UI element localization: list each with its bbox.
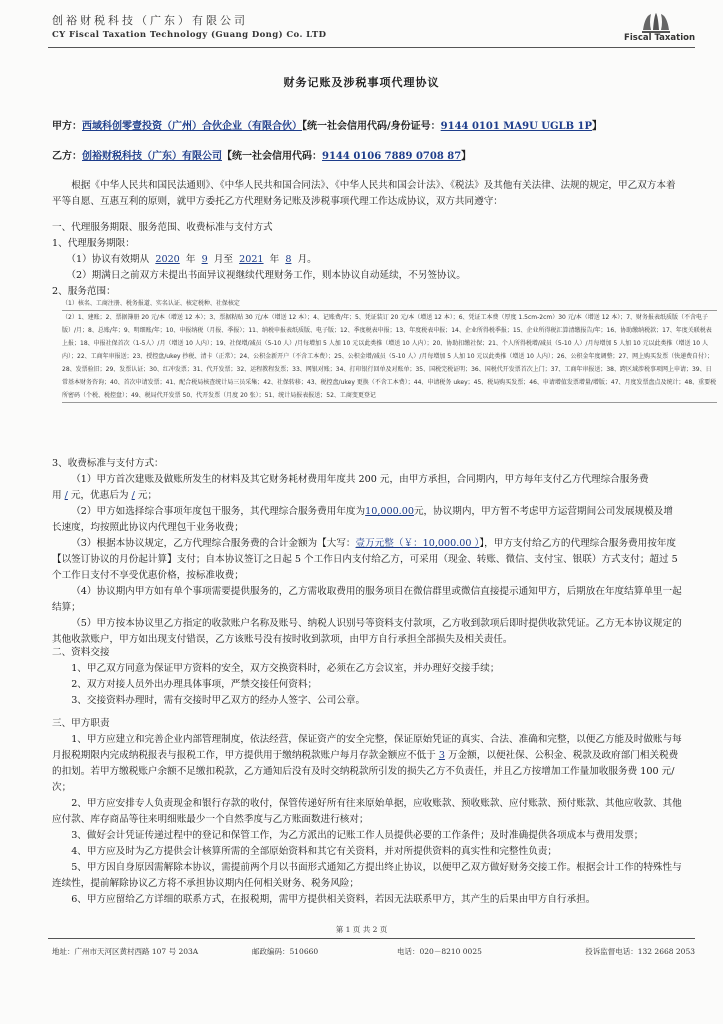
fee3-text-b: 】，甲方支付给乙方的代理综合服务费用按年度【以签订协议的月份起计算】支付；自本协议签订之日起 5 个工作日内支付给乙方，可采用（现金、转账、微信、支付宝、银联）方式支付；超过 5 个工作日支付不享受优惠价格，按标准收费； — [52, 538, 678, 581]
sub-heading-period: 1、代理服务期限： — [52, 238, 135, 249]
letterhead — [52, 12, 695, 46]
fee-section — [52, 456, 682, 648]
duty-3: 3、做好会计凭证传递过程中的登记和保管工作，为乙方派出的记账工作人员提供必要的工作条件；及时准确提供各项成本与费用发票； — [71, 830, 644, 841]
duty-2: 2、甲方应安排专人负责现金和银行存款的收付，保管传递好所有往来原始单据，应收账款、预收账款、应付账款、预付账款、其他应收款、其他应付款、库存商品等往来明细账最少一个自然季度与乙方账面数进行核对； — [52, 798, 682, 825]
party-b-close: 】 — [461, 151, 472, 162]
fee1-text-a: （1）甲方首次建账及做账所发生的材料及其它财务耗材费用年度共 200 元，由甲方承担，合同期内，甲方每年支付乙方代理综合服务费用 — [52, 474, 649, 501]
fee-clause-1 — [52, 472, 682, 504]
fee1-value-2: / — [131, 490, 135, 501]
party-b-code-label: 【统一社会信用代码： — [222, 151, 322, 162]
section-2 — [52, 645, 682, 709]
end-month: 8 — [285, 254, 292, 265]
party-b-label: 乙方： — [52, 151, 82, 162]
fee2-text-a: （2）甲方如选择综合事项年度包干服务，其代理综合服务费用年度为 — [71, 506, 366, 517]
section-3-heading: 三、甲方职责 — [52, 718, 110, 729]
month-to-label: 月至 — [213, 254, 233, 265]
fee1-text-c: 元； — [137, 490, 158, 501]
end-year: 2021 — [239, 254, 264, 265]
sub-heading-fees: 3、收费标准与支付方式： — [52, 458, 164, 469]
duty1-text-a: 1、甲方应建立和完善企业内部管理制度，依法经营，保证资产的安全完整，保证原始凭证的真实、合法、准确和完整，以便乙方能及时做账与每月报税期限内完成纳税报表与报税工作，甲方提供用于缴纳税款账户每月存款金额应不低于 — [52, 734, 682, 761]
scope-item-1: （1）核名、工商注册、税务报道、实名认证、核定税种、社保核定 — [62, 297, 717, 311]
year-label: 年 — [185, 254, 196, 265]
party-a-code: 9144 0101 MA9U UGLB 1P — [440, 121, 592, 132]
service-scope-list — [62, 297, 717, 403]
company-name-cn: 创裕财税科技（广东）有限公司 — [52, 14, 248, 27]
document-title: 财务记账及涉税事项代理协议 — [283, 76, 440, 89]
period-line — [52, 252, 682, 268]
handover-2: 2、双方对接人员外出办理具体事项，严禁交接任何资料； — [71, 679, 318, 690]
intro-paragraph — [52, 178, 682, 210]
footer-address: 地址：广州市天河区黄村西路 107 号 203A — [52, 947, 199, 956]
duty-5: 5、甲方因自身原因需解除本协议，需提前两个月以书面形式通知乙方提出终止协议，以便甲乙双方做好财务交接工作。根据会计工作的特殊性与连续性，提前解除协议乙方将不承担协议期内任何相关财务、税务风险； — [52, 862, 682, 889]
header-divider — [48, 47, 695, 48]
section-1 — [52, 220, 682, 300]
section-2-heading: 二、资料交接 — [52, 647, 110, 658]
handover-3: 3、交接资料办理时，需有交接时甲乙双方的经办人签字、公司公章。 — [71, 695, 366, 706]
footer-phone: 电话：020－8210 0025 — [397, 947, 482, 956]
fee-clause-3 — [52, 536, 682, 584]
section-3 — [52, 716, 682, 908]
fee-clause-2 — [52, 504, 682, 536]
fee1-value-1: / — [64, 490, 68, 501]
party-b-code: 9144 0106 7889 0708 87 — [322, 151, 462, 162]
company-name-en: CY Fiscal Taxation Technology (Guang Dong) Co. LTD — [52, 30, 327, 40]
logo-text: Fiscal Taxation — [624, 33, 695, 43]
fee-clause-5: （5）甲方按本协议里乙方指定的收款账户名称及账号、纳税人识别号等资料支付款项，乙方收到款项后即时提供收款凭证。乙方无本协议规定的其他收款账户，甲方如出现支付错误，乙方该账号没有按时收到款项，由甲方自行承担全部损失及相关责任。 — [52, 618, 682, 645]
renewal-clause: （2）期满日之前双方未提出书面异议视继续代理财务工作，则本协议自动延续，不另签协议。 — [66, 270, 466, 281]
fee2-value: 10,000.00 — [365, 506, 414, 517]
party-a-close: 】 — [591, 121, 602, 132]
company-logo-icon — [639, 12, 673, 34]
month-end-label: 月。 — [297, 254, 317, 265]
start-month: 9 — [201, 254, 208, 265]
year-label-2: 年 — [269, 254, 280, 265]
period-prefix: （1）协议有效期从 — [66, 254, 150, 265]
party-b-line — [52, 148, 682, 166]
handover-1: 1、甲乙双方同意为保证甲方资料的安全，双方交换资料时，必须在乙方会议室，并办理好交接手续； — [71, 663, 500, 674]
start-year: 2020 — [155, 254, 180, 265]
party-a-label: 甲方： — [52, 121, 82, 132]
party-a-code-label: 【统一社会信用代码/身份证号： — [302, 121, 441, 132]
duty-6: 6、甲方应留给乙方详细的联系方式，在报税期，需甲方提供相关资料，若因无法联系甲方，其产生的后果由甲方自行承担。 — [71, 894, 596, 905]
duty-4: 4、甲方应及时为乙方提供会计核算所需的全部原始资料和其它有关资料，并对所提供资料的真实性和完整性负责； — [71, 846, 557, 857]
footer-complaint-phone: 投诉监督电话：132 2668 2053 — [585, 947, 695, 956]
footer-divider — [48, 938, 695, 939]
page-number: 第 1 页 共 2 页 — [335, 925, 388, 934]
duty-1 — [52, 732, 682, 796]
sub-heading-scope: 2、服务范围： — [52, 286, 116, 297]
duty1-text-b: 万金额，以便社保、公积金、税款及政府部门相关税费的扣划。若甲方缴税账户余额不足缴扣税款，乙方通知后没有及时交纳税款所引发的损失乙方不负责任，并且乙方按增加工作量加收服务费 100 元/次； — [52, 750, 679, 793]
fee3-text-a: （3）根据本协议规定，乙方代理综合服务费的合计金额为【大写： — [71, 538, 356, 549]
fee-clause-4: （4）协议期内甲方如有单个事项需要提供服务的，乙方需收取费用的服务项目在微信群里或微信直接提示通知甲方，后期放在年度结算单里一起结算； — [52, 586, 682, 613]
party-a-line — [52, 118, 682, 136]
footer-postcode: 邮政编码：510660 — [252, 947, 319, 956]
fee2-text-b: 元，协议期内，甲方暂不考虑甲方运营期间公司发展规模及增长速度，均按照此协议内代理包干业务收费； — [52, 506, 673, 533]
fee1-text-b: 元，优惠后为 — [70, 490, 129, 501]
fee3-value: 壹万元整（￥：10,000.00 ） — [355, 538, 480, 549]
intro-text: 根据《中华人民共和国民法通则》、《中华人民共和国合同法》、《中华人民共和国会计法》、《税法》及其他有关法律、法规的规定，甲乙双方本着平等自愿、互惠互利的原则，就甲方委托乙方代理财务记账及涉税事项代理工作达成协议，双方共同遵守： — [52, 180, 676, 207]
scope-item-2: （2）1、建账；2、票据簿册 20 元/本（增送 12 本）；3、票据粘贴 30 元/本（增送 12 本）；4、记账费/年；5、凭证装订 20 元/本（增送 12 本）；6、凭证工本费（厚度 1.5cm-2cm）30 元/本（增送 12 本）；7、财务报表纸质版（不含电子版）/月；8、总账/年；9、明细账/年；10、申报纳税（月报、季报）；11、纳税申报表纸质版、电子版；12、季度税表申报；13、年度税表申报；14、企业所得税季报；15、企业所得税汇算清缴报告/年；16、协助缴纳税款；17、年度关联税表上报；18、申报社保首次（1-5人）/月（增送 10 人内）；19、社保增/减员（5-10 人）/月每增加 5 人加 10 元以此类推（增送 10 人内）；20、协助扣缴社保；21、个人所得税增/减员（5-10 人）/月每增加 5 人加 10 元以此类推（增送 10 人内）；22、工商年审报送；23、授控盘/ukey 抄税、清卡（正常）；24、公积金新开户（不含工本费）；25、公积金增/减员（5-10 人）/月每增加 5 人加 10 元以此类推（增送 10 人内）；26、公积金年度调整；27、网上购买发票（快递费自付）；28、发票验旧；29、发票认证；30、红冲发票；31、代开发票；32、运程教程发票；33、网银对账；34、打印银行回单及对账单；35、国税完税证明；36、国税代开发票首次上门；37、工商年审报送；38、跨区域涉税事项网上申请；39、日常基本财务咨询；40、首次申请发票；41、配合税局核查统计局三员采集；42、社保转移；43、税控盘/ukey 更换（不含工本费）；44、申请税务 ukey；45、税局购买发票；46、申请增值发票增量/增版；47、月度发票盘点及统计；48、重要税所密码（个税、税控盘）；49、税局代开发票 50、代开发票（月度 20 张）；51、统计局报表报送；52、工商变更登记 — [62, 311, 717, 403]
section-1-heading: 一、代理服务期限、服务范围、收费标准与支付方式 — [52, 222, 273, 233]
duty1-value: 3 — [438, 750, 445, 761]
party-b-name: 创裕财税科技（广东）有限公司 — [82, 151, 222, 162]
party-a-name: 西域科创零壹投资（广州）合伙企业（有限合伙） — [82, 121, 302, 132]
